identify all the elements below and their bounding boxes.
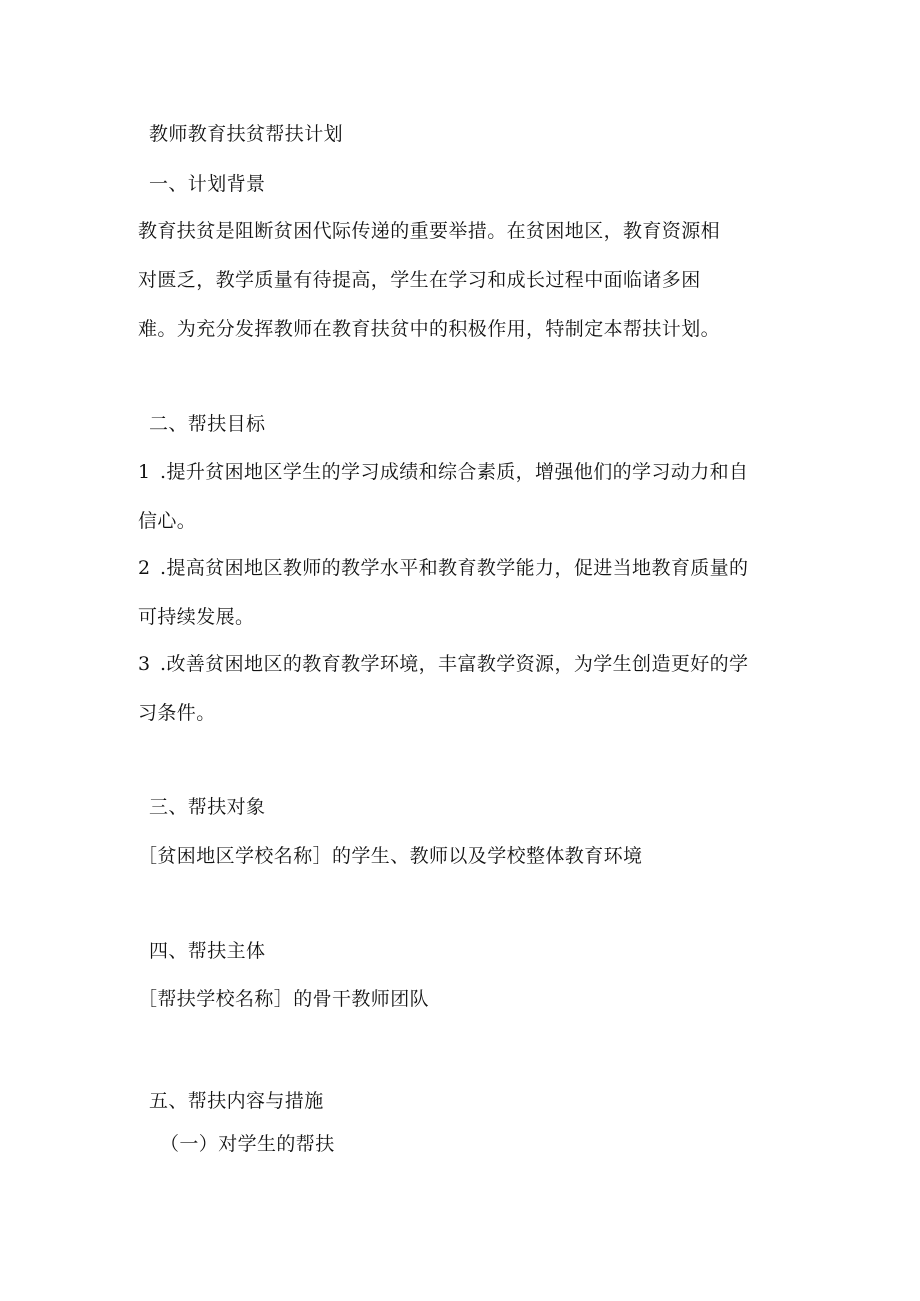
list-item-number: 1 xyxy=(138,461,151,483)
paragraph-line: ［贫困地区学校名称］的学生、教师以及学校整体教育环境 xyxy=(138,845,643,867)
list-item-continuation: 习条件。 xyxy=(138,702,216,724)
subsection-heading: （一）对学生的帮扶 xyxy=(160,1133,335,1155)
list-item-text: .提高贫困地区教师的教学水平和教育教学能力，促进当地教育质量的 xyxy=(160,557,749,579)
section-heading-background: 一、计划背景 xyxy=(149,173,266,195)
section-heading-goals: 二、帮扶目标 xyxy=(149,413,266,435)
list-item-text: .改善贫困地区的教育教学环境，丰富教学资源，为学生创造更好的学 xyxy=(160,653,749,675)
section-heading-measures: 五、帮扶内容与措施 xyxy=(149,1090,324,1112)
section-heading-targets: 三、帮扶对象 xyxy=(149,796,266,818)
list-item-text: .提升贫困地区学生的学习成绩和综合素质，增强他们的学习动力和自 xyxy=(160,461,749,483)
list-item-number: 2 xyxy=(138,557,151,579)
paragraph-line: 难。为充分发挥教师在教育扶贫中的积极作用，特制定本帮扶计划。 xyxy=(138,318,721,340)
document-title: 教师教育扶贫帮扶计划 xyxy=(149,123,344,145)
paragraph-line: 对匮乏，教学质量有待提高，学生在学习和成长过程中面临诸多困 xyxy=(138,269,701,291)
section-heading-subject: 四、帮扶主体 xyxy=(149,940,266,962)
list-item-continuation: 可持续发展。 xyxy=(138,606,255,628)
list-item-continuation: 信心。 xyxy=(138,510,197,532)
paragraph-line: 教育扶贫是阻断贫困代际传递的重要举措。在贫困地区，教育资源相 xyxy=(138,220,721,242)
list-item-number: 3 xyxy=(138,653,151,675)
paragraph-line: ［帮扶学校名称］的骨干教师团队 xyxy=(138,988,430,1010)
